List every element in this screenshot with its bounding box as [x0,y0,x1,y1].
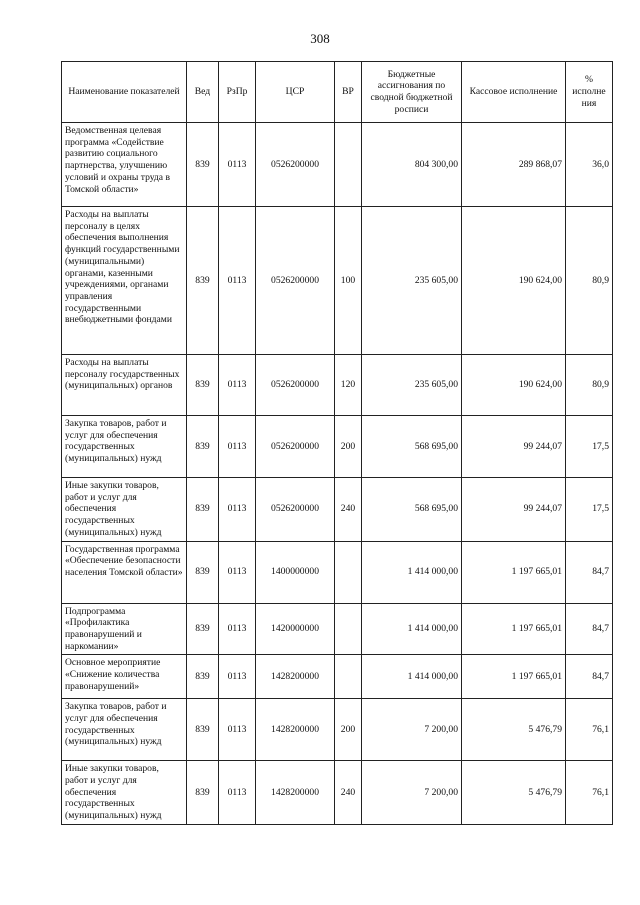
cell-budget: 1 414 000,00 [362,603,462,655]
cell-cash: 5 476,79 [462,761,566,825]
cell-budget: 568 695,00 [362,478,462,542]
cell-name: Ведомственная целевая программа «Содействие развитию социального партнерства, улучшению условий и охраны труда в Томской области» [62,123,187,207]
cell-name: Основное мероприятие «Снижение количества правонарушений» [62,655,187,699]
cell-csr: 1400000000 [256,541,335,603]
table-row [62,123,613,207]
cell-budget: 235 605,00 [362,207,462,355]
table-row [62,416,613,478]
cell-vr: 200 [335,699,362,761]
cell-cash: 99 244,07 [462,478,566,542]
cell-csr: 1420000000 [256,603,335,655]
table-row [62,603,613,655]
header-ved: Вед [187,62,219,123]
cell-csr: 0526200000 [256,416,335,478]
cell-budget: 7 200,00 [362,699,462,761]
header-budget: Бюджетные ассигнования по сводной бюджетной росписи [362,62,462,123]
cell-rzpr: 0113 [219,207,256,355]
cell-percent: 84,7 [566,655,613,699]
cell-vr: 240 [335,478,362,542]
cell-percent: 36,0 [566,123,613,207]
cell-csr: 0526200000 [256,478,335,542]
cell-vr: 100 [335,207,362,355]
cell-rzpr: 0113 [219,355,256,416]
cell-rzpr: 0113 [219,655,256,699]
cell-cash: 190 624,00 [462,355,566,416]
header-row [62,62,613,123]
cell-name: Иные закупки товаров, работ и услуг для обеспечения государственных (муниципальных) нужд [62,761,187,825]
cell-csr: 0526200000 [256,123,335,207]
cell-vr: 120 [335,355,362,416]
cell-budget: 568 695,00 [362,416,462,478]
cell-cash: 1 197 665,01 [462,655,566,699]
header-rzpr: РзПр [219,62,256,123]
page-number: 308 [310,31,330,46]
cell-percent: 84,7 [566,541,613,603]
cell-csr: 1428200000 [256,699,335,761]
cell-csr: 0526200000 [256,207,335,355]
cell-percent: 80,9 [566,355,613,416]
cell-cash: 99 244,07 [462,416,566,478]
header-cash: Кассовое исполнение [462,62,566,123]
cell-vr [335,603,362,655]
table-row [62,655,613,699]
header-vr: ВР [335,62,362,123]
cell-rzpr: 0113 [219,761,256,825]
cell-name: Иные закупки товаров, работ и услуг для обеспечения государственных (муниципальных) нужд [62,478,187,542]
cell-name: Подпрограмма «Профилактика правонарушений и наркомании» [62,603,187,655]
cell-budget: 1 414 000,00 [362,655,462,699]
cell-ved: 839 [187,123,219,207]
cell-name: Закупка товаров, работ и услуг для обеспечения государственных (муниципальных) нужд [62,416,187,478]
cell-budget: 235 605,00 [362,355,462,416]
budget-table [61,61,613,825]
table-row [62,207,613,355]
cell-vr: 200 [335,416,362,478]
cell-vr [335,123,362,207]
cell-ved: 839 [187,207,219,355]
cell-name: Государственная программа «Обеспечение безопасности населения Томской области» [62,541,187,603]
cell-vr: 240 [335,761,362,825]
cell-csr: 1428200000 [256,655,335,699]
cell-cash: 1 197 665,01 [462,541,566,603]
header-csr: ЦСР [256,62,335,123]
cell-percent: 76,1 [566,761,613,825]
cell-percent: 84,7 [566,603,613,655]
cell-vr [335,655,362,699]
cell-ved: 839 [187,603,219,655]
cell-name: Расходы на выплаты персоналу в целях обеспечения выполнения функций государственными (муниципальными) органами, казенными учреждениями, органами управления государственными внебюджетными фондами [62,207,187,355]
cell-percent: 80,9 [566,207,613,355]
table-row [62,355,613,416]
cell-budget: 1 414 000,00 [362,541,462,603]
cell-ved: 839 [187,699,219,761]
cell-ved: 839 [187,541,219,603]
cell-rzpr: 0113 [219,123,256,207]
cell-budget: 804 300,00 [362,123,462,207]
header-percent: % исполне ния [566,62,613,123]
cell-csr: 0526200000 [256,355,335,416]
cell-ved: 839 [187,761,219,825]
cell-rzpr: 0113 [219,699,256,761]
cell-budget: 7 200,00 [362,761,462,825]
cell-cash: 5 476,79 [462,699,566,761]
cell-rzpr: 0113 [219,603,256,655]
cell-ved: 839 [187,416,219,478]
cell-cash: 1 197 665,01 [462,603,566,655]
cell-percent: 17,5 [566,416,613,478]
cell-name: Закупка товаров, работ и услуг для обеспечения государственных (муниципальных) нужд [62,699,187,761]
cell-cash: 190 624,00 [462,207,566,355]
table-row [62,761,613,825]
cell-vr [335,541,362,603]
cell-rzpr: 0113 [219,541,256,603]
table-row [62,478,613,542]
cell-percent: 76,1 [566,699,613,761]
table-row [62,541,613,603]
cell-name: Расходы на выплаты персоналу государственных (муниципальных) органов [62,355,187,416]
cell-rzpr: 0113 [219,416,256,478]
cell-ved: 839 [187,355,219,416]
cell-csr: 1428200000 [256,761,335,825]
cell-rzpr: 0113 [219,478,256,542]
cell-ved: 839 [187,478,219,542]
table-row [62,699,613,761]
cell-ved: 839 [187,655,219,699]
cell-percent: 17,5 [566,478,613,542]
header-name: Наименование показателей [62,62,187,123]
cell-cash: 289 868,07 [462,123,566,207]
